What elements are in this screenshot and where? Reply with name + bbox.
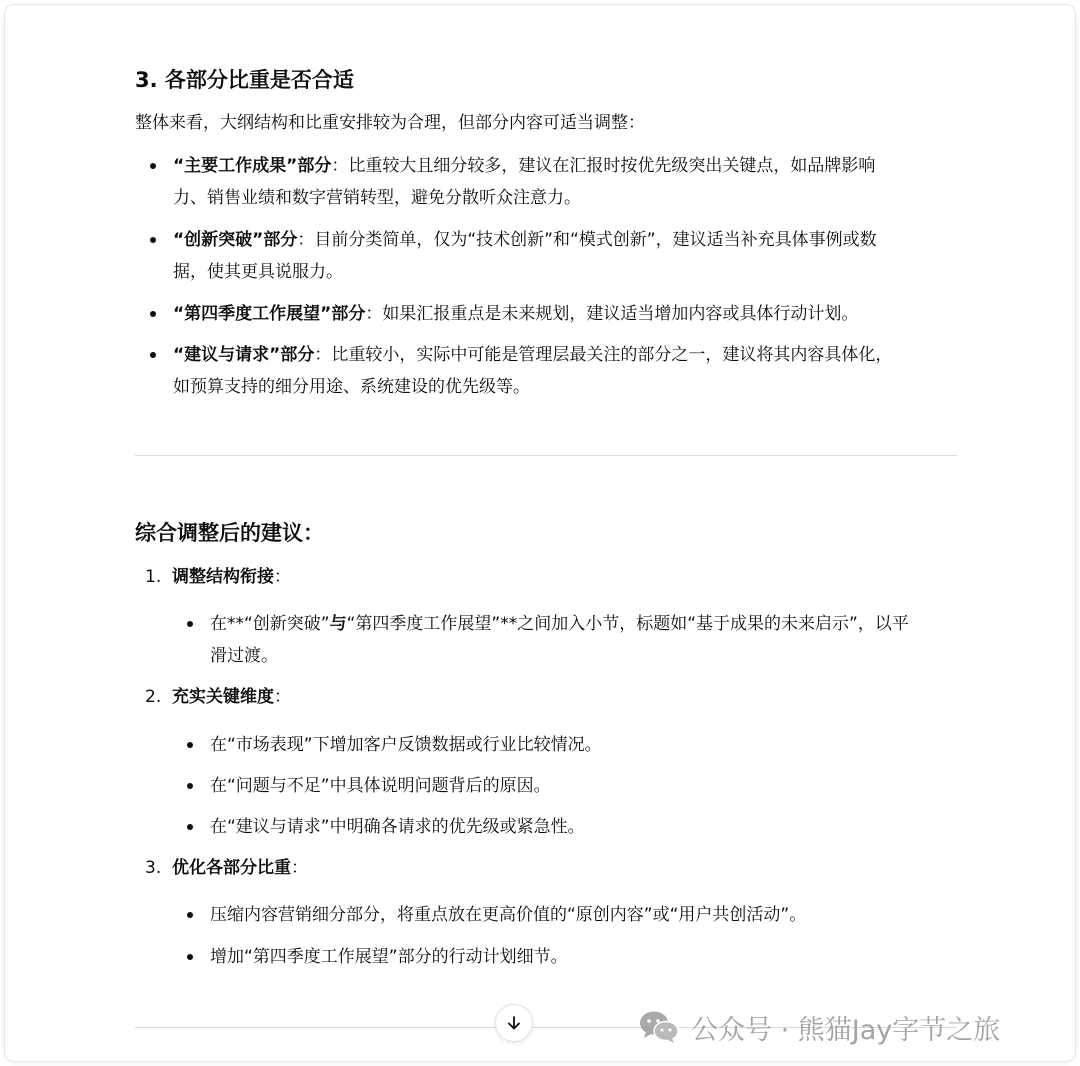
- bullet-bold-label: “第四季度工作展望”部分: [173, 304, 366, 324]
- sub-text-bold: 与: [329, 614, 347, 634]
- bullet-text: ：比重较大且细分较多，建议在汇报时按优先级突出关键点，如品牌影响: [331, 156, 876, 176]
- numbered-item: [145, 854, 308, 882]
- bullet-bold-label: “创新突破”部分: [173, 230, 298, 250]
- sub-list-item: [210, 608, 909, 672]
- numbered-item: [145, 563, 291, 591]
- divider: [135, 455, 957, 456]
- chat-message-frame: [4, 4, 1076, 1062]
- item-label: 调整结构衔接: [172, 567, 275, 587]
- sub-text: 在“建议与请求”中明确各请求的优先级或紧急性。: [210, 817, 585, 837]
- bullet-text-cont: 力、销售业绩和数字营销转型，避免分散听众注意力。: [173, 188, 581, 208]
- bullet-dot: [187, 912, 193, 918]
- sub-list-item: [210, 899, 806, 931]
- bullet-dot: [187, 954, 193, 960]
- bullet-dot: [187, 824, 193, 830]
- bullet-dot: [187, 742, 193, 748]
- item-number: 3.: [145, 858, 162, 878]
- list-item: [173, 298, 858, 330]
- bullet-dot: [150, 237, 156, 243]
- sub-list-item: [210, 770, 551, 802]
- sub-text: 增加“第四季度工作展望”部分的行动计划细节。: [210, 947, 568, 967]
- sub-text-post: “第四季度工作展望”**之间加入小节，标题如“基于成果的未来启示”，以平: [346, 614, 909, 634]
- bullet-text-cont: 如预算支持的细分用途、系统建设的优先级等。: [173, 377, 530, 397]
- item-colon: ：: [291, 858, 309, 878]
- watermark: [637, 1005, 1000, 1049]
- list-item: [173, 224, 877, 288]
- bullet-text: ：比重较小，实际中可能是管理层最关注的部分之一，建议将其内容具体化，: [314, 345, 893, 365]
- numbered-item: [145, 683, 291, 711]
- item-number: 2.: [145, 687, 162, 707]
- bullet-dot: [150, 163, 156, 169]
- section-intro: 整体来看，大纲结构和比重安排较为合理，但部分内容可适当调整：: [135, 113, 645, 133]
- bullet-text: ：如果汇报重点是未来规划，建议适当增加内容或具体行动计划。: [365, 304, 859, 324]
- item-colon: ：: [274, 687, 292, 707]
- item-label: 优化各部分比重: [172, 858, 292, 878]
- list-item: [173, 339, 892, 403]
- bullet-text-cont: 据，使其更具说服力。: [173, 262, 343, 282]
- item-colon: ：: [274, 567, 292, 587]
- wechat-icon: [637, 1008, 681, 1046]
- list-item: [173, 150, 875, 214]
- sub-text-pre: 在**“创新突破”: [210, 614, 330, 634]
- bullet-bold-label: “建议与请求”部分: [173, 345, 315, 365]
- section-heading: 3. 各部分比重是否合适: [135, 68, 354, 92]
- bullet-bold-label: “主要工作成果”部分: [173, 156, 332, 176]
- item-number: 1.: [145, 567, 162, 587]
- bullet-dot: [150, 352, 156, 358]
- bullet-dot: [187, 621, 193, 627]
- item-label: 充实关键维度: [172, 687, 275, 707]
- scroll-down-button[interactable]: [495, 1004, 533, 1042]
- bullet-text: ：目前分类简单，仅为“技术创新”和“模式创新”，建议适当补充具体事例或数: [297, 230, 877, 250]
- summary-heading: 综合调整后的建议：: [135, 521, 324, 545]
- sub-text: 在“市场表现”下增加客户反馈数据或行业比较情况。: [210, 735, 602, 755]
- sub-list-item: [210, 811, 585, 843]
- sub-text-cont: 滑过渡。: [210, 646, 278, 666]
- bullet-dot: [187, 783, 193, 789]
- arrow-down-icon: [505, 1014, 523, 1032]
- watermark-text: 公众号 · 熊猫Jay字节之旅: [691, 1014, 1001, 1046]
- sub-list-item: [210, 729, 602, 761]
- sub-list-item: [210, 941, 568, 973]
- bullet-dot: [150, 311, 156, 317]
- sub-text: 在“问题与不足”中具体说明问题背后的原因。: [210, 776, 551, 796]
- sub-text: 压缩内容营销细分部分，将重点放在更高价值的“原创内容”或“用户共创活动”。: [210, 905, 807, 925]
